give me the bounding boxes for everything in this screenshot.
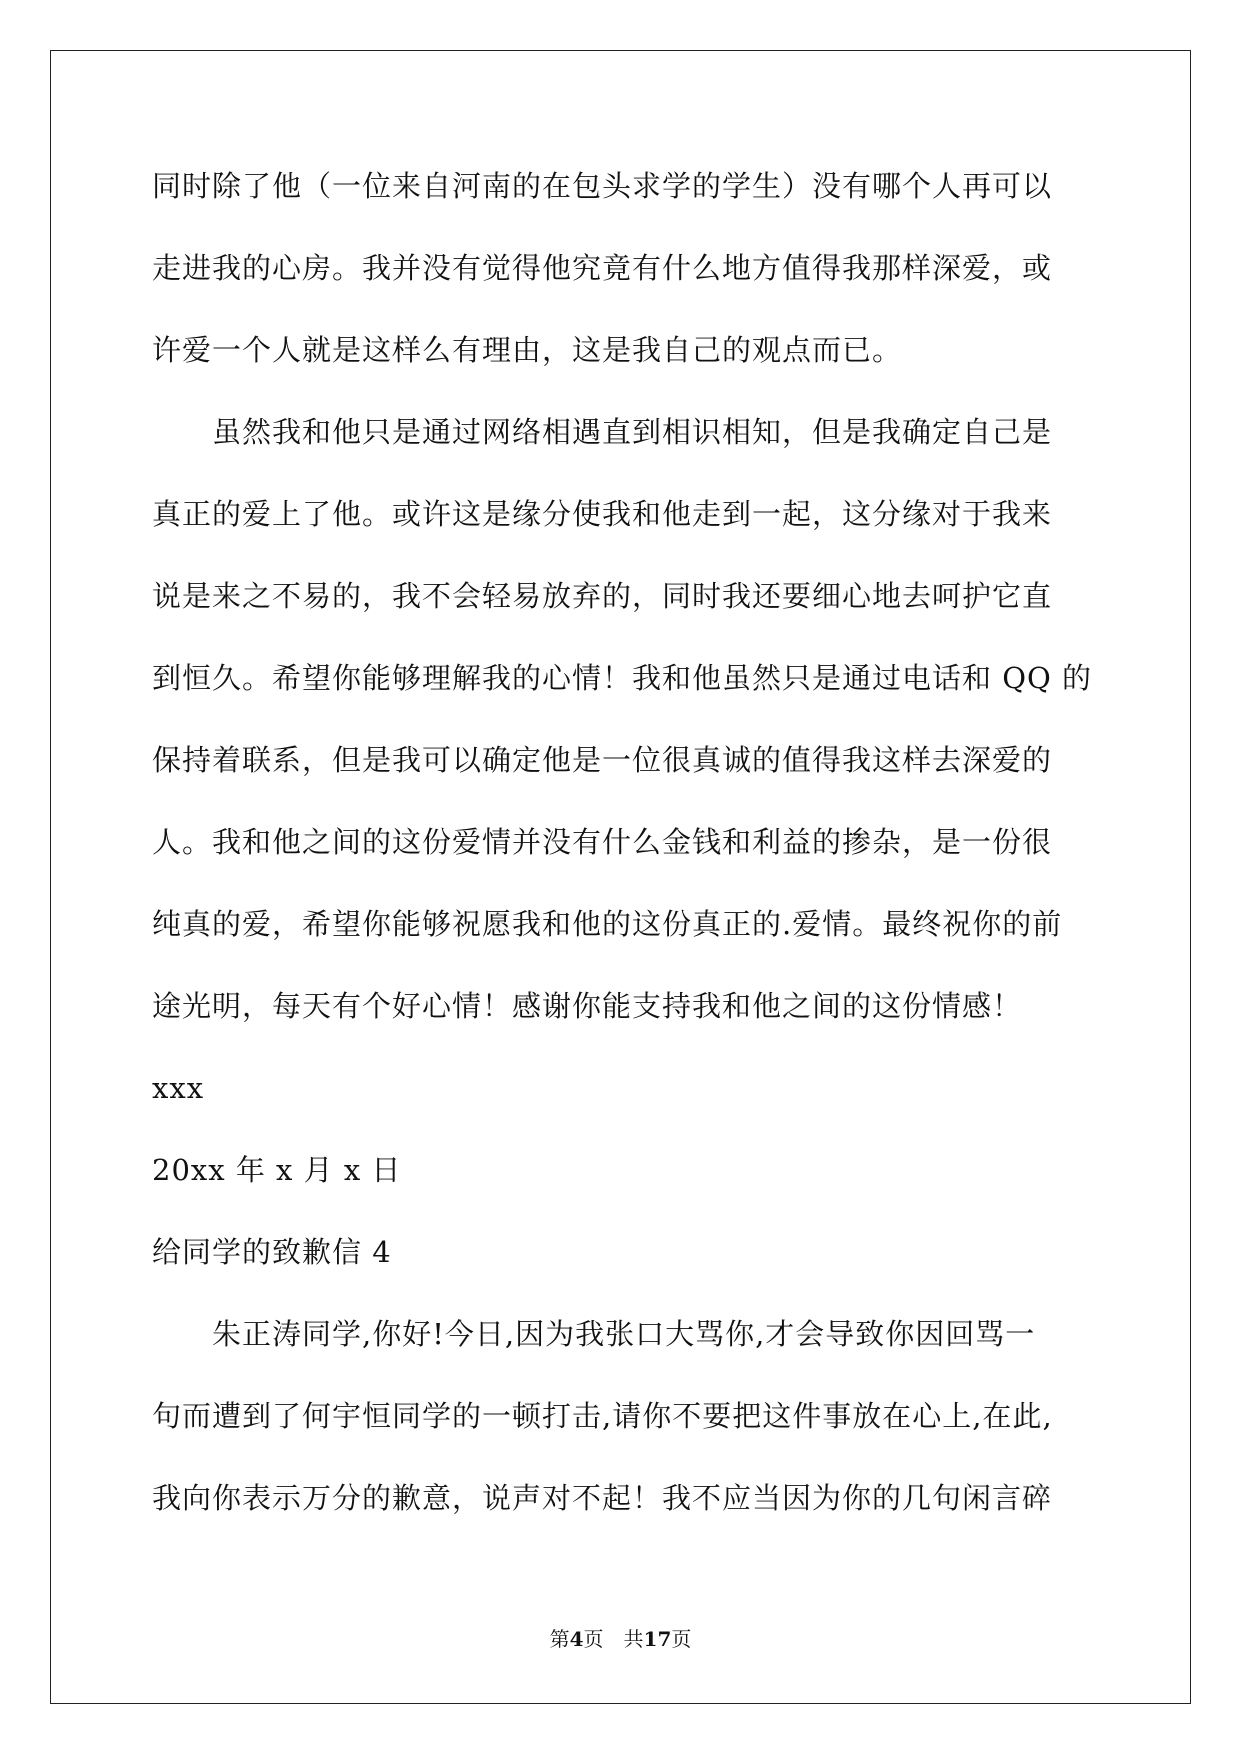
footer-suffix: 页 <box>671 1627 692 1651</box>
body-line: 走进我的心房。我并没有觉得他究竟有什么地方值得我那样深爱，或 <box>152 251 1053 285</box>
body-line: 真正的爱上了他。或许这是缘分使我和他走到一起，这分缘对于我来 <box>152 497 1053 531</box>
body-line: 句而遭到了何宇恒同学的一顿打击,请你不要把这件事放在心上,在此, <box>152 1399 1053 1433</box>
date-line: 20xx 年 x 月 x 日 <box>152 1153 402 1187</box>
footer-prefix: 第 <box>549 1627 570 1651</box>
paragraph-start-line: 虽然我和他只是通过网络相遇直到相识相知，但是我确定自己是 <box>212 415 1053 449</box>
body-line: 途光明，每天有个好心情！感谢你能支持我和他之间的这份情感！ <box>152 989 1023 1023</box>
section-heading: 给同学的致歉信 4 <box>152 1235 392 1269</box>
body-line: 许爱一个人就是这样么有理由，这是我自己的观点而已。 <box>152 333 903 367</box>
body-line: 同时除了他（一位来自河南的在包头求学的学生）没有哪个人再可以 <box>152 169 1053 203</box>
page-footer <box>0 1627 1241 1651</box>
footer-total-pages: 17 <box>643 1627 672 1651</box>
page-border <box>50 50 1191 1704</box>
body-line: 说是来之不易的，我不会轻易放弃的，同时我还要细心地去呵护它直 <box>152 579 1053 613</box>
body-line: 人。我和他之间的这份爱情并没有什么金钱和利益的掺杂，是一份很 <box>152 825 1053 859</box>
paragraph-start-line: 朱正涛同学,你好!今日,因为我张口大骂你,才会导致你因回骂一 <box>212 1317 1036 1351</box>
body-line: 纯真的爱，希望你能够祝愿我和他的这份真正的.爱情。最终祝你的前 <box>152 907 1063 941</box>
footer-middle: 页 共 <box>583 1627 644 1651</box>
body-line: 保持着联系，但是我可以确定他是一位很真诚的值得我这样去深爱的 <box>152 743 1053 777</box>
body-line: 到恒久。希望你能够理解我的心情！我和他虽然只是通过电话和 QQ 的 <box>152 661 1092 695</box>
footer-page-number: 4 <box>569 1627 584 1651</box>
body-line: 我向你表示万分的歉意，说声对不起！我不应当因为你的几句闲言碎 <box>152 1481 1053 1515</box>
signature: xxx <box>152 1071 205 1105</box>
